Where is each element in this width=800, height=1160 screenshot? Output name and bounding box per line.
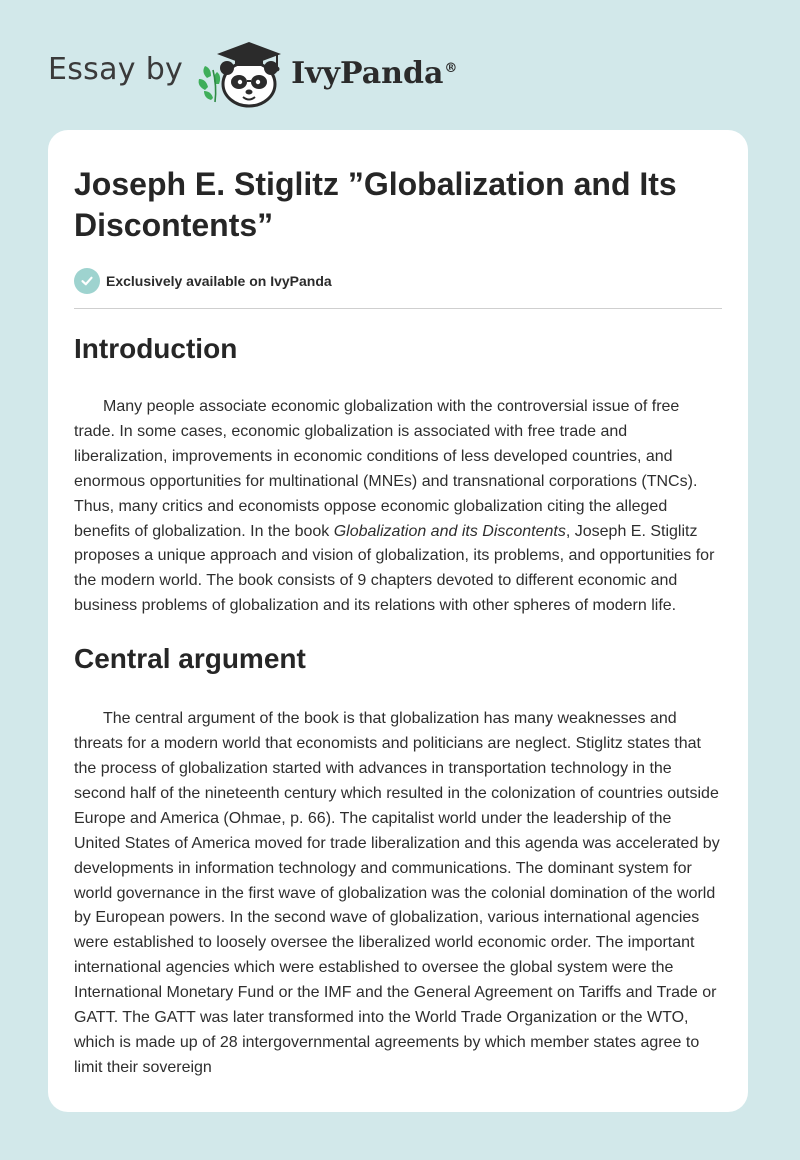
section-paragraph-central-argument: The central argument of the book is that globalization has many weaknesses and threats for a modern world that economists and politicians are neglect. Stiglitz states that the process of globalization started with advances in transportation technology in the second half of the nineteenth century which resulted in the colonization of countries outside Europe and America (Ohmae, p. 66). The capitalist world under the leadership of the United States of America moved for trade liberalization and this agenda was accelerated by developments in information technology and communications. The dominant system for world governance in the first wave of globalization was the colonial domination of the world by European powers. In the second wave of globalization, various international agencies were established to loosely oversee the liberalized world economic order. The important international agencies which were established to oversee the global system were the International Monetary Fund or the IMF and the General Agreement on Tariffs and Trade or GATT. The GATT was later transformed into the World Trade Organization or the WTO, which is made up of 28 intergovernmental agreements by which member states agree to limit their sovereign xyxy=(74,710,720,1076)
page-title: Joseph E. Stiglitz ”Globalization and Its Discontents” xyxy=(74,166,677,243)
brand-name[interactable] xyxy=(291,56,457,91)
paragraph-text: , Joseph E. Stiglitz proposes a unique approach and vision of globalization, its problems, and opportunities for the modern world. The book consists of 9 chapters devoted to different economic and business problems of globalization and its relations with other spheres of modern life. xyxy=(74,522,715,615)
brand-label: IvyPanda xyxy=(291,55,444,91)
section-heading-central-argument: Central argument xyxy=(74,643,306,675)
exclusive-badge xyxy=(74,268,722,294)
site-header xyxy=(48,36,457,108)
book-title-italic: Globalization and its Discontents xyxy=(333,522,566,540)
essay-card xyxy=(48,130,748,1112)
paragraph-text: Many people associate economic globalization with the controversial issue of free trade. In some cases, economic globalization is associated with free trade and liberalization, improvements in economic conditions of less developed countries, and enormous opportunities for multinational (MNEs) and transnational corporations (TNCs). Thus, many critics and economists oppose economic globalization citing the alleged benefits of globalization. In the book xyxy=(74,398,698,540)
panda-graduate-icon[interactable] xyxy=(197,36,287,108)
section-paragraph-introduction xyxy=(74,395,722,619)
essay-by-label: Essay by xyxy=(48,51,184,87)
divider xyxy=(74,308,722,309)
check-circle-icon xyxy=(74,268,100,294)
exclusive-label: Exclusively available on IvyPanda xyxy=(106,273,332,289)
registered-mark: ® xyxy=(444,60,458,76)
section-heading-introduction: Introduction xyxy=(74,333,238,364)
